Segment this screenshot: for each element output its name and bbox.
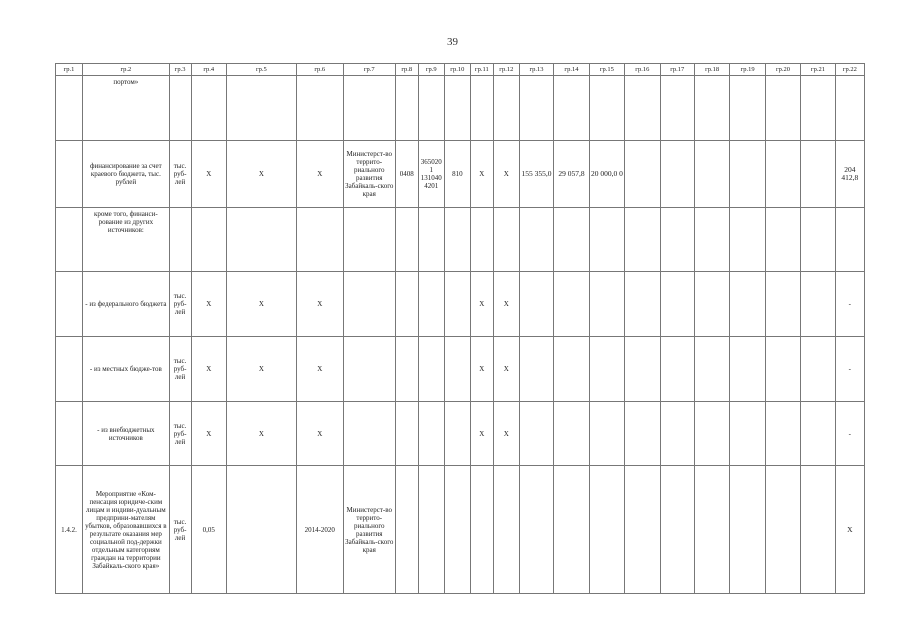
col-header: гр.18 <box>694 64 729 76</box>
table-cell: X <box>226 272 296 337</box>
table-cell <box>625 402 660 466</box>
table-cell: 0408 <box>395 141 418 208</box>
table-cell <box>343 208 395 272</box>
table-cell: X <box>226 402 296 466</box>
table-cell <box>694 76 729 141</box>
table-cell <box>493 208 519 272</box>
table-cell <box>801 141 835 208</box>
table-cell: X <box>191 402 226 466</box>
table-cell: - из федерального бюджета <box>83 272 170 337</box>
table-cell <box>444 272 470 337</box>
col-header: гр.12 <box>493 64 519 76</box>
table-row <box>56 466 865 594</box>
table-cell <box>519 208 553 272</box>
table-cell <box>730 337 765 402</box>
col-header: гр.20 <box>765 64 800 76</box>
table-cell <box>519 402 553 466</box>
table-cell: - из внебюджетных источников <box>83 402 170 466</box>
table-cell: 2014-2020 <box>296 466 343 594</box>
table-cell: X <box>470 141 493 208</box>
table-cell <box>395 402 418 466</box>
table-cell <box>169 76 191 141</box>
col-header: гр.14 <box>554 64 589 76</box>
table-cell <box>625 337 660 402</box>
table-cell <box>169 208 191 272</box>
table-cell <box>765 402 800 466</box>
table-cell <box>730 272 765 337</box>
table-cell: X <box>470 337 493 402</box>
table-cell <box>589 337 624 402</box>
table-cell <box>835 76 864 141</box>
table-cell: тыс. руб-лей <box>169 272 191 337</box>
table-cell <box>801 208 835 272</box>
table-cell <box>493 466 519 594</box>
table-cell: портом» <box>83 76 170 141</box>
table-row <box>56 141 865 208</box>
col-header: гр.1 <box>56 64 83 76</box>
table-cell <box>226 466 296 594</box>
table-cell <box>191 208 226 272</box>
table-row <box>56 272 865 337</box>
table-row <box>56 402 865 466</box>
table-cell <box>519 337 553 402</box>
table-cell <box>625 208 660 272</box>
table-cell: X <box>470 272 493 337</box>
table-cell <box>730 76 765 141</box>
table-cell: X <box>226 337 296 402</box>
table-cell <box>801 466 835 594</box>
table-cell <box>765 76 800 141</box>
table-cell: X <box>835 466 864 594</box>
table-cell <box>589 208 624 272</box>
table-cell: - <box>835 272 864 337</box>
table-cell <box>730 466 765 594</box>
table-cell: X <box>191 141 226 208</box>
table-cell <box>395 208 418 272</box>
table-cell <box>56 141 83 208</box>
table-cell <box>444 208 470 272</box>
table-cell: 1.4.2. <box>56 466 83 594</box>
table-cell <box>554 208 589 272</box>
table-cell <box>694 337 729 402</box>
table-cell <box>694 272 729 337</box>
header-row <box>56 64 865 76</box>
table-cell <box>343 76 395 141</box>
table-cell: 20 000,0 0 <box>589 141 624 208</box>
table-cell <box>694 208 729 272</box>
table-cell <box>801 337 835 402</box>
table-cell <box>801 272 835 337</box>
table-cell <box>694 466 729 594</box>
table-cell <box>395 337 418 402</box>
table-cell <box>554 76 589 141</box>
table-cell: Министерст-во террито-риального развития Забайкаль-ского края <box>343 141 395 208</box>
table-cell <box>444 466 470 594</box>
table-cell <box>554 466 589 594</box>
table-cell <box>418 76 444 141</box>
table-cell: X <box>470 402 493 466</box>
table-cell <box>519 466 553 594</box>
table-row <box>56 337 865 402</box>
table-cell <box>343 337 395 402</box>
table-cell <box>589 466 624 594</box>
page-number: 39 <box>447 36 458 48</box>
table-cell <box>660 272 694 337</box>
table-cell <box>296 208 343 272</box>
table-cell <box>444 337 470 402</box>
table-cell <box>470 466 493 594</box>
col-header: гр.22 <box>835 64 864 76</box>
table-cell: Министерст-во террито-риального развития Забайкаль-ского края <box>343 466 395 594</box>
col-header: гр.11 <box>470 64 493 76</box>
table-cell <box>56 76 83 141</box>
table-cell: - <box>835 337 864 402</box>
table-cell: кроме того, финанси-рование из других источников: <box>83 208 170 272</box>
table-cell <box>730 141 765 208</box>
table-cell <box>395 466 418 594</box>
table-cell: тыс. руб-лей <box>169 141 191 208</box>
table-cell <box>418 466 444 594</box>
table-cell: X <box>493 337 519 402</box>
table-cell <box>801 402 835 466</box>
table-cell <box>418 208 444 272</box>
table-cell <box>589 272 624 337</box>
table-row <box>56 76 865 141</box>
table-cell <box>343 272 395 337</box>
table-cell <box>660 76 694 141</box>
table-cell <box>493 76 519 141</box>
col-header: гр.8 <box>395 64 418 76</box>
col-header: гр.3 <box>169 64 191 76</box>
table-cell: X <box>226 141 296 208</box>
col-header: гр.9 <box>418 64 444 76</box>
table-cell <box>519 76 553 141</box>
table-cell <box>56 272 83 337</box>
table-cell <box>191 76 226 141</box>
table-cell <box>470 76 493 141</box>
col-header: гр.15 <box>589 64 624 76</box>
table-cell <box>660 402 694 466</box>
table-cell <box>625 466 660 594</box>
col-header: гр.6 <box>296 64 343 76</box>
table-cell: X <box>296 272 343 337</box>
table-cell <box>56 337 83 402</box>
table-cell <box>660 466 694 594</box>
table-cell <box>660 337 694 402</box>
table-cell: 204 412,8 <box>835 141 864 208</box>
table-cell: X <box>493 141 519 208</box>
col-header: гр.19 <box>730 64 765 76</box>
table-cell: 0,05 <box>191 466 226 594</box>
table-cell <box>730 208 765 272</box>
table-cell: X <box>296 402 343 466</box>
table-cell <box>554 402 589 466</box>
table-cell <box>56 402 83 466</box>
table-cell: X <box>191 272 226 337</box>
table-cell <box>226 208 296 272</box>
col-header: гр.16 <box>625 64 660 76</box>
col-header: гр.10 <box>444 64 470 76</box>
table-cell <box>444 76 470 141</box>
col-header: гр.4 <box>191 64 226 76</box>
col-header: гр.5 <box>226 64 296 76</box>
table-cell <box>418 272 444 337</box>
table-cell: 810 <box>444 141 470 208</box>
table-cell <box>625 272 660 337</box>
table-cell <box>56 208 83 272</box>
table-cell <box>694 402 729 466</box>
table-cell: тыс. руб-лей <box>169 337 191 402</box>
table-cell: X <box>493 272 519 337</box>
table-cell: 155 355,0 <box>519 141 553 208</box>
table-cell <box>765 272 800 337</box>
table-cell <box>625 141 660 208</box>
table-cell <box>801 76 835 141</box>
table-cell <box>418 337 444 402</box>
table-cell: тыс. руб-лей <box>169 402 191 466</box>
table-cell: X <box>493 402 519 466</box>
table-cell <box>444 402 470 466</box>
table-cell <box>296 76 343 141</box>
table-cell: финансирование за счет краевого бюджета, тыс. рублей <box>83 141 170 208</box>
table-cell <box>694 141 729 208</box>
table-cell <box>395 272 418 337</box>
table-cell <box>835 208 864 272</box>
table-cell <box>730 402 765 466</box>
table-cell <box>625 76 660 141</box>
col-header: гр.7 <box>343 64 395 76</box>
table-cell <box>395 76 418 141</box>
table-cell: Мероприятие «Ком-пенсация юридиче-ским лицам и индиви-дуальным предприни-мателям убытков, образовавшихся в результате оказания мер социальной под-держки отдельным категориям граждан на территории Забайкаль-ского края» <box>83 466 170 594</box>
table-cell <box>765 141 800 208</box>
table-cell: - <box>835 402 864 466</box>
col-header: гр.21 <box>801 64 835 76</box>
col-header: гр.17 <box>660 64 694 76</box>
table-cell: X <box>191 337 226 402</box>
table-cell <box>418 402 444 466</box>
table-row <box>56 208 865 272</box>
table-cell <box>660 208 694 272</box>
col-header: гр.13 <box>519 64 553 76</box>
table-cell <box>519 272 553 337</box>
table-cell: X <box>296 141 343 208</box>
budget-table <box>55 63 865 594</box>
table-cell <box>226 76 296 141</box>
table-cell <box>589 76 624 141</box>
table-cell <box>343 402 395 466</box>
table-cell: тыс. руб-лей <box>169 466 191 594</box>
table-cell <box>765 466 800 594</box>
col-header: гр.2 <box>83 64 170 76</box>
table-cell: 365020 1 131040 4201 <box>418 141 444 208</box>
table-cell <box>554 272 589 337</box>
table-cell: - из местных бюдже-тов <box>83 337 170 402</box>
table-cell <box>470 208 493 272</box>
table-cell <box>660 141 694 208</box>
table-cell <box>589 402 624 466</box>
table-cell: X <box>296 337 343 402</box>
table-cell <box>554 337 589 402</box>
table-cell: 29 057,8 <box>554 141 589 208</box>
table-cell <box>765 337 800 402</box>
table-cell <box>765 208 800 272</box>
